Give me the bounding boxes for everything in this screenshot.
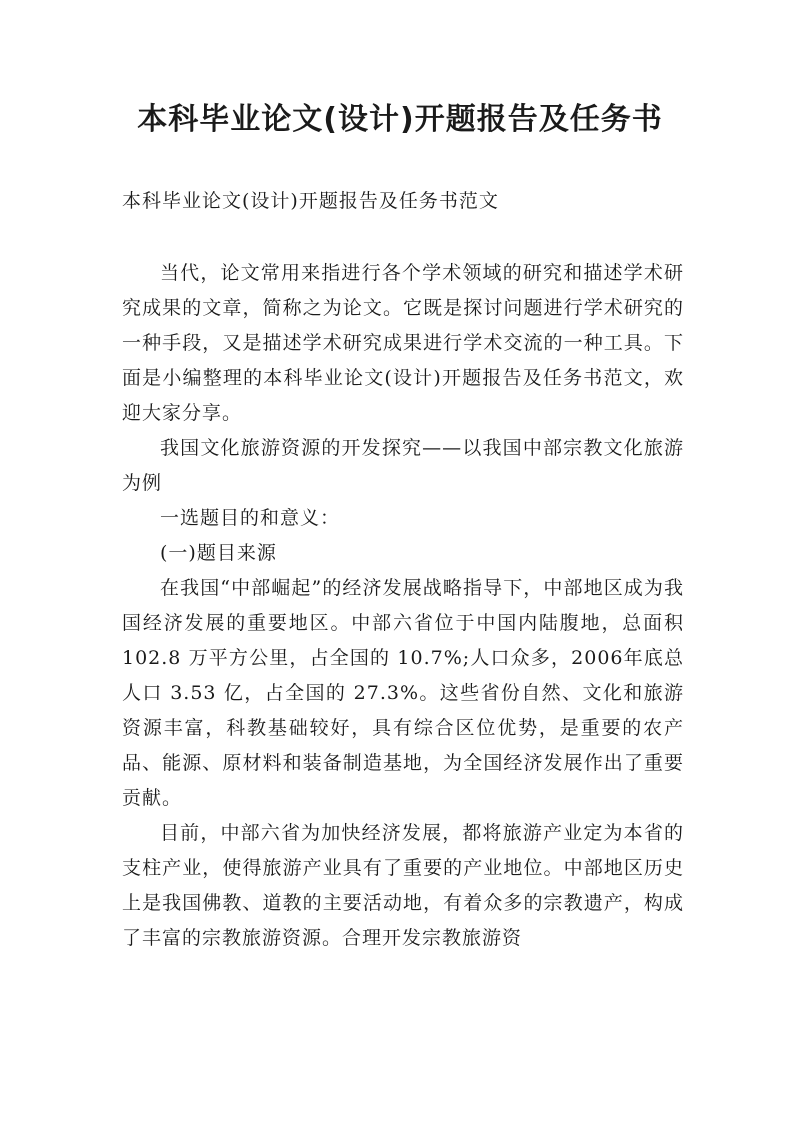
intro-paragraph: 当代，论文常用来指进行各个学术领域的研究和描述学术研究成果的文章，简称之为论文。它既是探讨问题进行学术研究的一种手段，又是描述学术研究成果进行学术交流的一种工具。下面是小编整理的本科毕业论文(设计)开题报告及任务书范文，欢迎大家分享。	[122, 262, 684, 424]
section-heading: 一选题目的和意义：	[160, 507, 341, 529]
subsection-heading: (一)题目来源	[160, 542, 277, 564]
body-paragraph: 在我国“中部崛起”的经济发展战略指导下，中部地区成为我国经济发展的重要地区。中部六省位于中国内陆腹地，总面积 102.8 万平方公里，占全国的 10.7%;人口众多，2006年底总人口 3.53 亿，占全国的 27.3%。这些省份自然、文化和旅游资源丰富，科教基础较好，具有综合区位优势，是重要的农产品、能源、原材料和装备制造基地，为全国经济发展作出了重要贡献。	[122, 577, 684, 809]
document-body	[122, 256, 684, 956]
thesis-title-paragraph: 我国文化旅游资源的开发探究——以我国中部宗教文化旅游为例	[122, 437, 684, 494]
document-subtitle: 本科毕业论文(设计)开题报告及任务书范文	[122, 190, 499, 212]
body-paragraph: 目前，中部六省为加快经济发展，都将旅游产业定为本省的支柱产业，使得旅游产业具有了重要的产业地位。中部地区历史上是我国佛教、道教的主要活动地，有着众多的宗教遗产，构成了丰富的宗教旅游资源。合理开发宗教旅游资	[122, 822, 684, 949]
document-title: 本科毕业论文(设计)开题报告及任务书	[137, 102, 663, 137]
